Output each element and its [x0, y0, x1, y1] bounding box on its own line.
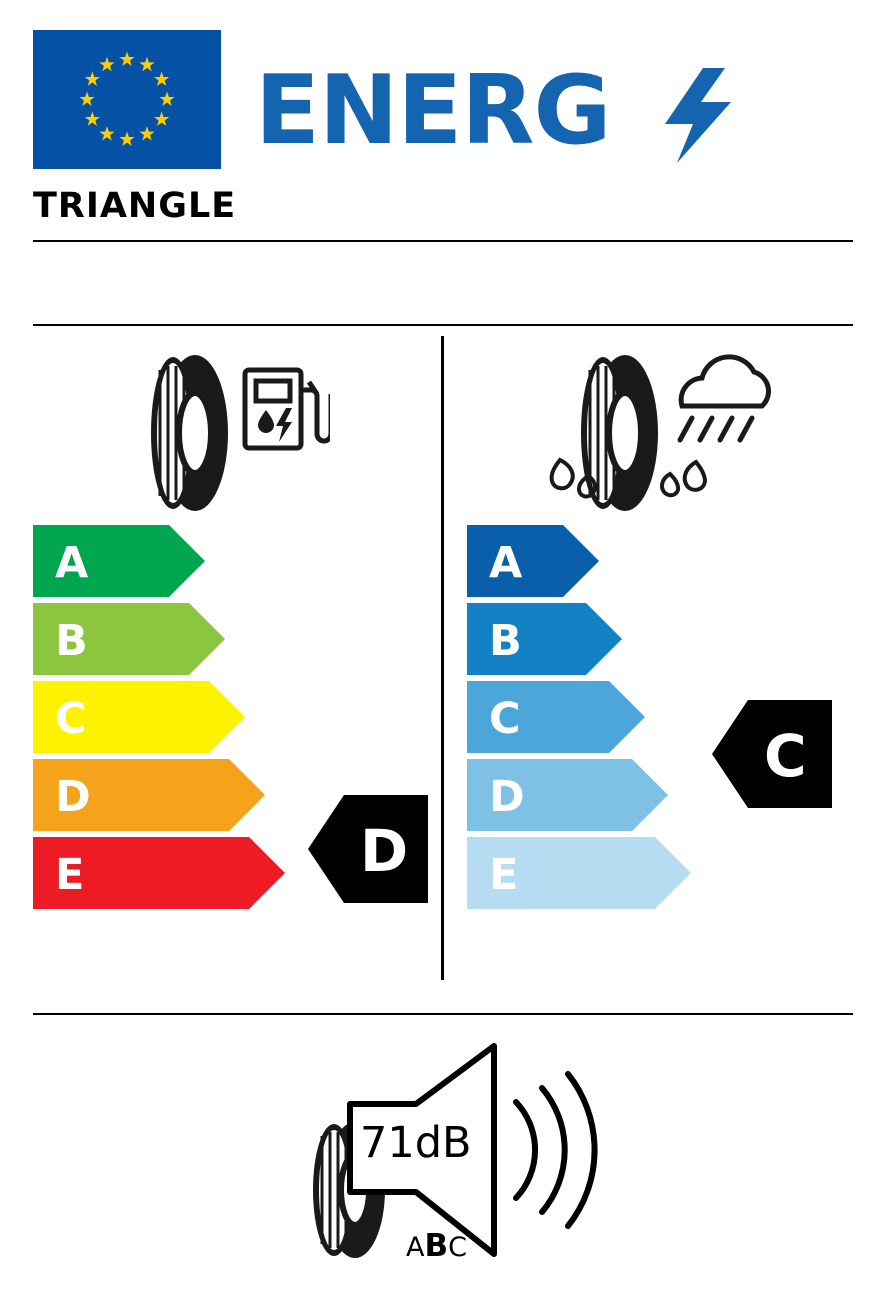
noise-class-scale: [406, 1228, 467, 1264]
divider-second: [33, 324, 853, 326]
fuel-grade-arrow-c: [33, 681, 245, 753]
label-header: [33, 30, 853, 170]
grade-row: [467, 681, 691, 759]
tyre-fuel-pump-icon: [120, 348, 330, 518]
noise-class-c: C: [448, 1232, 467, 1263]
wet-grip-scale: [467, 525, 691, 915]
brand-name: TRIANGLE: [33, 186, 237, 226]
fuel-grade-arrow-e: [33, 837, 285, 909]
fuel-grade-arrow-b: [33, 603, 225, 675]
grade-row: [467, 759, 691, 837]
grade-row: [33, 525, 285, 603]
wet-grade-arrow-c: [467, 681, 645, 753]
wet-grade-arrow-e: [467, 837, 691, 909]
noise-class-b: B: [424, 1228, 449, 1264]
fuel-result-badge: [308, 795, 428, 903]
grade-row: [33, 759, 285, 837]
divider-bottom: [33, 1013, 853, 1015]
grade-row: [33, 837, 285, 915]
fuel-grade-arrow-d: [33, 759, 265, 831]
fuel-grade-letter-d: D: [55, 772, 91, 822]
grade-row: [467, 525, 691, 603]
wet-grade-arrow-b: [467, 603, 622, 675]
fuel-grade-arrow-a: [33, 525, 205, 597]
lightning-bolt-icon: [663, 68, 733, 163]
fuel-grade-letter-b: B: [55, 616, 88, 666]
divider-top: [33, 240, 853, 242]
wet-grade-letter-b: B: [489, 616, 522, 666]
fuel-grade-letter-c: C: [55, 694, 87, 744]
energy-wordmark: ENERG: [255, 56, 611, 166]
grade-row: [33, 603, 285, 681]
fuel-efficiency-scale: [33, 525, 285, 915]
tyre-rain-cloud-icon: [520, 348, 790, 518]
wet-grade-arrow-d: [467, 759, 668, 831]
eu-flag: [33, 30, 221, 169]
noise-db-value: 71dB: [360, 1118, 472, 1168]
wet-grade-letter-c: C: [489, 694, 521, 744]
wet-result-badge: [712, 700, 832, 808]
eu-stars-icon: [33, 30, 221, 169]
fuel-result-letter: D: [360, 817, 409, 885]
wet-grade-letter-a: A: [489, 538, 523, 588]
wet-grade-arrow-a: [467, 525, 599, 597]
fuel-grade-letter-a: A: [55, 538, 89, 588]
grade-row: [33, 681, 285, 759]
wet-grade-letter-e: E: [489, 850, 519, 900]
divider-vertical: [441, 336, 444, 980]
noise-section: [280, 1040, 610, 1270]
wet-grade-letter-d: D: [489, 772, 525, 822]
fuel-grade-letter-e: E: [55, 850, 85, 900]
grade-row: [467, 603, 691, 681]
grade-row: [467, 837, 691, 915]
wet-result-letter: C: [764, 722, 807, 790]
noise-class-a: A: [406, 1232, 425, 1263]
